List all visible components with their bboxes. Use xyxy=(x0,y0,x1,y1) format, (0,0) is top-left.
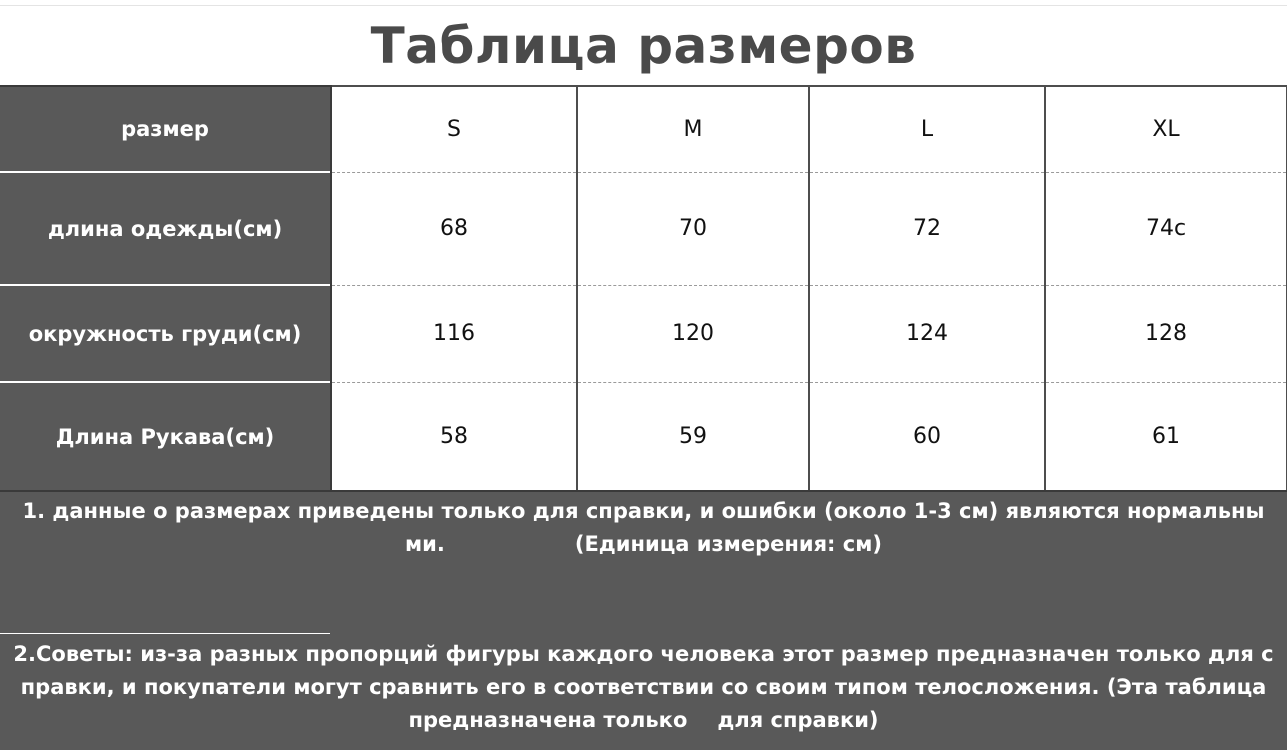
table-header-row xyxy=(0,86,1287,172)
table-row xyxy=(0,285,1287,382)
size-header-label: размер xyxy=(0,86,331,172)
size-xl-header: XL xyxy=(1045,86,1287,172)
size-l-header: L xyxy=(809,86,1045,172)
advice-line-3 xyxy=(6,704,1281,737)
row-label-sleeve-length: Длина Рукава(см) xyxy=(0,382,331,491)
table-cell: 72 xyxy=(809,172,1045,285)
advice-line-2: правки, и покупатели могут сравнить его в соответствии со своим типом телосложения. (Эта таблица xyxy=(20,675,1267,699)
disclaimer-line-1: 1. данные о размерах приведены только для справки, и ошибки (около 1-3 см) являются нормальны xyxy=(22,499,1265,523)
row-label-garment-length: длина одежды(см) xyxy=(0,172,331,285)
advice-note xyxy=(0,634,1287,750)
advice-line-3-start: предназначена только xyxy=(408,708,688,732)
table-row xyxy=(0,382,1287,491)
table-cell: 128 xyxy=(1045,285,1287,382)
advice-line-3-end: для справки) xyxy=(717,708,879,732)
table-cell: 116 xyxy=(331,285,577,382)
table-cell: 60 xyxy=(809,382,1045,491)
table-row xyxy=(0,172,1287,285)
advice-line-1: 2.Советы: из-за разных пропорций фигуры каждого человека этот размер предназначен только для с xyxy=(13,642,1274,666)
disclaimer-line-2-start: ми. xyxy=(405,532,445,556)
size-s-header: S xyxy=(331,86,577,172)
row-label-chest-circumference: окружность груди(см) xyxy=(0,285,331,382)
disclaimer-line-2 xyxy=(6,528,1281,561)
table-cell: 58 xyxy=(331,382,577,491)
table-cell: 74с xyxy=(1045,172,1287,285)
table-cell: 61 xyxy=(1045,382,1287,491)
table-cell: 68 xyxy=(331,172,577,285)
disclaimer-note xyxy=(0,490,1287,634)
page-title: Таблица размеров xyxy=(370,17,917,75)
size-m-header: M xyxy=(577,86,809,172)
table-cell: 70 xyxy=(577,172,809,285)
size-table xyxy=(0,85,1287,492)
table-cell: 120 xyxy=(577,285,809,382)
table-cell: 124 xyxy=(809,285,1045,382)
unit-of-measure-text: (Единица измерения: см) xyxy=(574,532,882,556)
table-cell: 59 xyxy=(577,382,809,491)
